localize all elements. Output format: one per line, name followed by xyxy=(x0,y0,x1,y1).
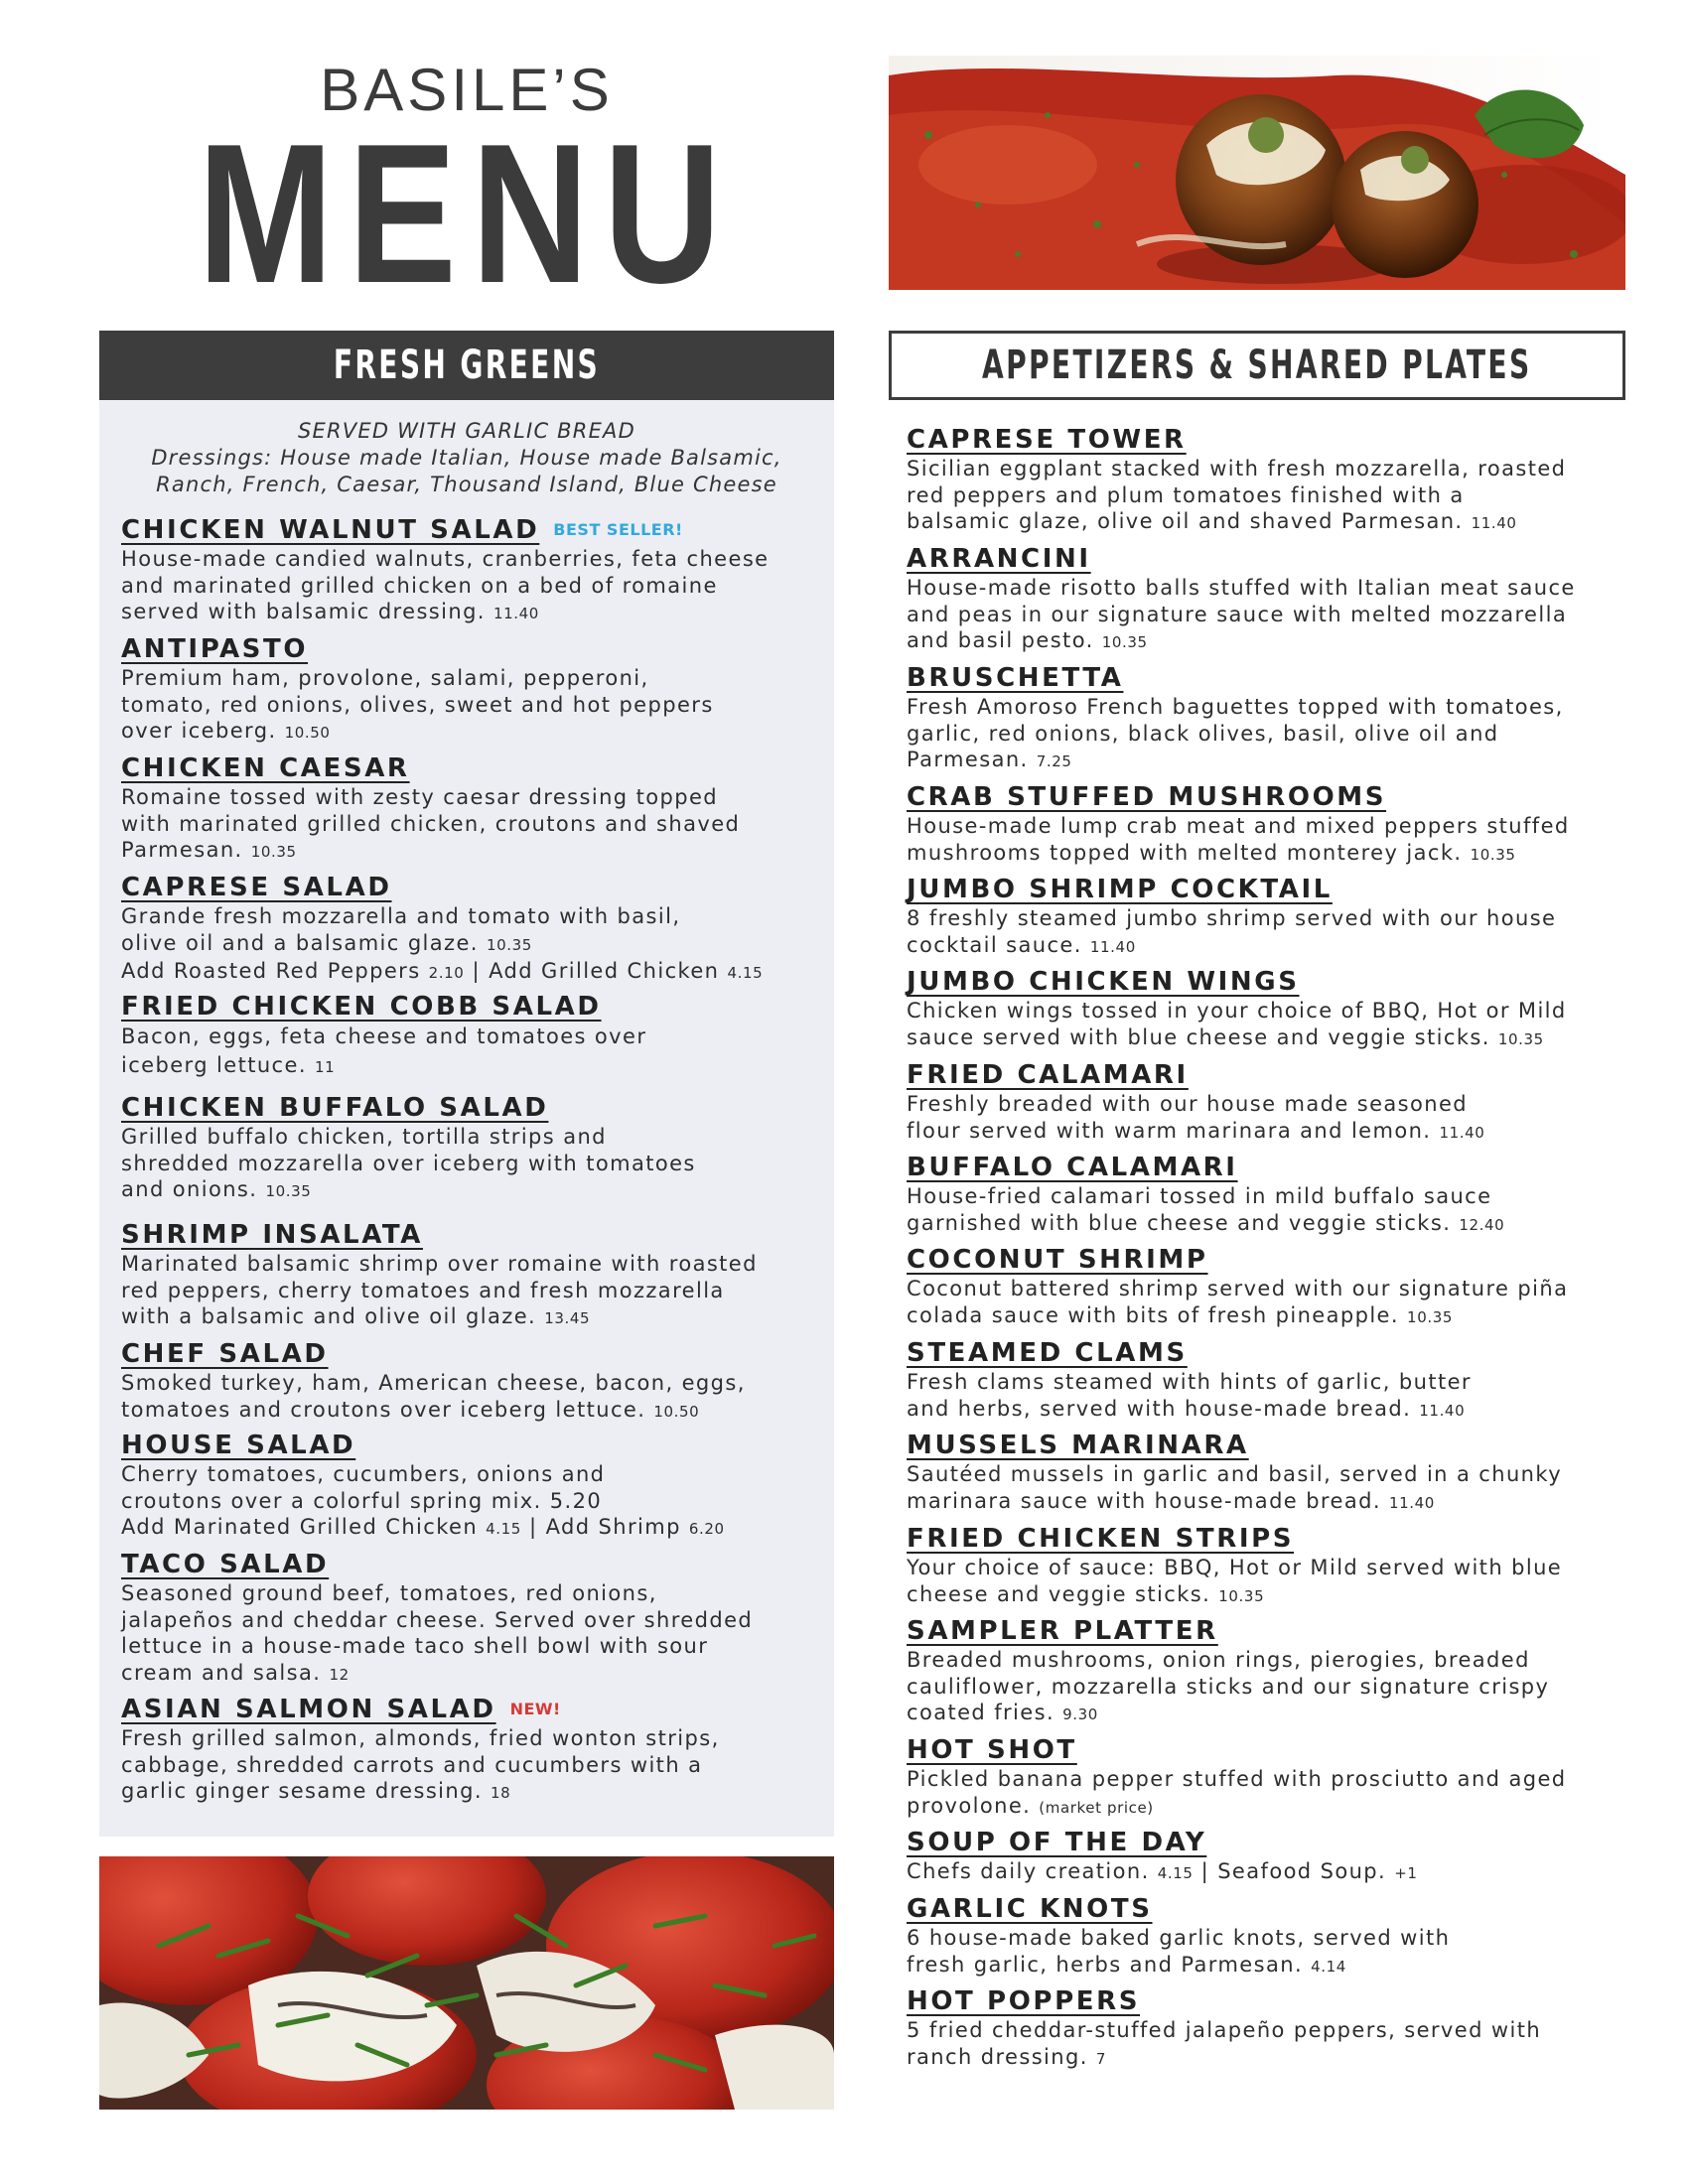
menu-item xyxy=(907,1523,1621,1609)
item-desc-line xyxy=(907,840,1621,869)
item-price: 7.25 xyxy=(1036,752,1072,770)
item-desc-line: red peppers and plum tomatoes finished with a xyxy=(907,482,1465,507)
item-desc-text: ranch dressing. xyxy=(907,2044,1088,2069)
menu-item xyxy=(907,543,1621,656)
item-desc-line: Your choice of sauce: BBQ, Hot or Mild served with blue xyxy=(907,1556,1563,1579)
item-title: FRIED CHICKEN STRIPS xyxy=(907,1524,1295,1554)
addon-label: Add Marinated Grilled Chicken xyxy=(121,1515,479,1539)
item-desc-text: coated fries. xyxy=(907,1701,1055,1724)
item-price: 10.35 xyxy=(486,935,532,954)
dressings-line-2: Ranch, French, Caesar, Thousand Island, Blue Cheese xyxy=(156,473,777,496)
item-desc-text: provolone. xyxy=(907,1793,1032,1818)
item-title: FRIED CHICKEN COBB SALAD xyxy=(121,992,602,1022)
menu-item xyxy=(121,1694,816,1807)
item-desc-line: Bacon, eggs, feta cheese and tomatoes over xyxy=(121,1024,647,1048)
menu-item xyxy=(907,1430,1621,1516)
item-price: 10.50 xyxy=(653,1402,700,1421)
item-desc-line: Fresh grilled salmon, almonds, fried wonton strips, xyxy=(121,1726,720,1750)
item-desc-text: marinara sauce with house-made bread. xyxy=(907,1488,1381,1513)
item-title: SAMPLER PLATTER xyxy=(907,1616,1218,1646)
fresh-greens-header xyxy=(99,331,834,400)
item-desc-line: 8 freshly steamed jumbo shrimp served with our house xyxy=(907,906,1557,930)
menu-item xyxy=(121,633,816,747)
item-price: 10.35 xyxy=(1470,845,1516,864)
item-desc-line: garlic, red onions, black olives, basil, olive oil and xyxy=(907,721,1499,746)
menu-item xyxy=(907,1337,1621,1424)
item-desc-line: jalapeños and cheddar cheese. Served over shredded xyxy=(121,1607,754,1632)
item-desc-text: served with balsamic dressing. xyxy=(121,600,486,623)
item-title: CHICKEN WALNUT SALAD xyxy=(121,515,540,545)
item-desc-text: olive oil and a balsamic glaze. xyxy=(121,930,479,955)
item-desc-line: Smoked turkey, ham, American cheese, bacon, eggs, xyxy=(121,1371,746,1395)
item-title: CAPRESE TOWER xyxy=(907,425,1187,455)
item-desc-text: and basil pesto. xyxy=(907,628,1094,652)
item-desc-line: croutons over a colorful spring mix. 5.20 xyxy=(121,1488,603,1513)
addon-label: Add Roasted Red Peppers xyxy=(121,959,421,983)
menu-item xyxy=(907,1244,1621,1330)
item-title: HOT SHOT xyxy=(907,1735,1077,1765)
item-desc-text: colada sauce with bits of fresh pineapple. xyxy=(907,1302,1399,1327)
arancini-photo xyxy=(889,56,1625,290)
item-price: 10.35 xyxy=(1497,1029,1544,1048)
item-desc-text: tomatoes and croutons over iceberg lettuce. xyxy=(121,1397,646,1422)
item-desc-line xyxy=(907,508,1621,537)
item-desc-line: Sicilian eggplant stacked with fresh mozzarella, roasted xyxy=(907,457,1567,480)
item-desc-text: Chefs daily creation. xyxy=(907,1859,1150,1883)
menu-item xyxy=(907,1152,1621,1238)
item-desc-text: fresh garlic, herbs and Parmesan. xyxy=(907,1952,1304,1977)
item-price: 11 xyxy=(314,1058,336,1076)
item-desc-line xyxy=(907,1024,1621,1053)
item-desc-line xyxy=(907,932,1621,961)
item-desc-line xyxy=(907,1396,1621,1425)
menu-item xyxy=(121,1430,816,1543)
item-desc-text: and onions. xyxy=(121,1177,258,1201)
item-desc-line: House-made risotto balls stuffed with Italian meat sauce xyxy=(907,576,1576,600)
menu-item xyxy=(121,514,816,627)
addon-label: Add Grilled Chicken xyxy=(489,959,720,983)
menu-item xyxy=(121,1549,816,1688)
item-desc-line: Chicken wings tossed in your choice of BBQ, Hot or Mild xyxy=(907,999,1567,1023)
best-seller-badge: BEST SELLER! xyxy=(553,520,683,539)
item-title: CHEF SALAD xyxy=(121,1339,329,1369)
item-desc-line: shredded mozzarella over iceberg with tomatoes xyxy=(121,1151,696,1175)
item-price: 10.35 xyxy=(250,843,297,861)
menu-item xyxy=(121,991,816,1082)
item-title: TACO SALAD xyxy=(121,1550,330,1579)
item-desc-text: sauce served with blue cheese and veggie sticks. xyxy=(907,1024,1490,1049)
item-addons xyxy=(121,958,816,987)
item-desc-line: lettuce in a house-made taco shell bowl with sour xyxy=(121,1634,709,1658)
item-desc-line xyxy=(121,718,816,747)
item-price: 10.50 xyxy=(284,724,331,742)
menu-item xyxy=(121,872,816,987)
served-line: SERVED WITH GARLIC BREAD xyxy=(298,419,635,443)
item-desc-line: red peppers, cherry tomatoes and fresh mozzarella xyxy=(121,1278,725,1302)
item-price: 10.35 xyxy=(1101,633,1148,651)
menu-item xyxy=(121,752,816,866)
brand-header xyxy=(99,56,834,325)
item-desc-line xyxy=(121,1660,816,1689)
menu-item xyxy=(907,1985,1621,2072)
item-price: 11.40 xyxy=(492,605,539,622)
item-price: 10.35 xyxy=(1218,1586,1265,1605)
item-desc-line: Marinated balsamic shrimp over romaine with roasted xyxy=(121,1252,758,1276)
item-desc-line xyxy=(907,1210,1621,1239)
item-desc-text: cream and salsa. xyxy=(121,1660,322,1685)
item-desc-line: Coconut battered shrimp served with our signature piña xyxy=(907,1277,1569,1300)
item-title: BRUSCHETTA xyxy=(907,663,1124,693)
item-title: JUMBO SHRIMP COCKTAIL xyxy=(907,875,1333,904)
menu-item xyxy=(907,1893,1621,1979)
item-title: ANTIPASTO xyxy=(121,634,309,664)
item-desc-line xyxy=(121,599,816,627)
item-title: HOUSE SALAD xyxy=(121,1431,356,1460)
addon-label: Add Shrimp xyxy=(545,1515,681,1539)
item-desc-line: 5 fried cheddar-stuffed jalapeño peppers, served with xyxy=(907,2018,1542,2042)
item-desc-line xyxy=(907,1118,1621,1147)
addon-price: 4.15 xyxy=(486,1520,521,1538)
item-price: 11.40 xyxy=(1471,514,1517,532)
item-title: SOUP OF THE DAY xyxy=(907,1828,1207,1857)
item-extra-price: +1 xyxy=(1394,1864,1418,1882)
item-title: SHRIMP INSALATA xyxy=(121,1220,423,1250)
item-desc-line xyxy=(907,1581,1621,1610)
item-title: ASIAN SALMON SALAD xyxy=(121,1695,496,1724)
item-desc-line: with marinated grilled chicken, croutons and shaved xyxy=(121,811,741,836)
item-price: 13.45 xyxy=(544,1309,591,1327)
item-desc-text: cocktail sauce. xyxy=(907,932,1082,957)
item-extra: | Seafood Soup. xyxy=(1193,1859,1387,1883)
restaurant-name: BASILE’S xyxy=(320,57,614,123)
item-desc-line xyxy=(907,1700,1621,1728)
item-addons xyxy=(121,1514,816,1543)
item-desc-line xyxy=(121,1303,816,1332)
item-desc-line xyxy=(907,747,1621,775)
item-desc-text: garlic ginger sesame dressing. xyxy=(121,1779,492,1803)
item-desc-line: Sautéed mussels in garlic and basil, served in a chunky xyxy=(907,1462,1563,1486)
item-desc-line: Romaine tossed with zesty caesar dressing topped xyxy=(121,785,718,809)
menu-item xyxy=(907,874,1621,960)
item-title: FRIED CALAMARI xyxy=(907,1060,1189,1090)
menu-item xyxy=(907,781,1621,868)
item-desc-text: cheese and veggie sticks. xyxy=(907,1581,1211,1606)
item-desc-line: Premium ham, provolone, salami, pepperoni, xyxy=(121,666,649,690)
item-desc-line: House-made lump crab meat and mixed peppers stuffed xyxy=(907,814,1570,838)
item-price: 11.40 xyxy=(1089,937,1136,956)
item-desc-line: cabbage, shredded carrots and cucumbers with a xyxy=(121,1752,703,1777)
item-desc-line: cauliflower, mozzarella sticks and our signature crispy xyxy=(907,1674,1550,1699)
item-desc-line xyxy=(907,1793,1621,1822)
dressings-line-1: Dressings: House made Italian, House made Balsamic, xyxy=(151,446,782,470)
item-desc-text: mushrooms topped with melted monterey jack. xyxy=(907,840,1463,865)
menu-item xyxy=(907,662,1621,775)
item-desc-line: Grilled buffalo chicken, tortilla strips and xyxy=(121,1125,607,1149)
menu-item xyxy=(907,1059,1621,1146)
menu-item xyxy=(907,966,1621,1052)
item-desc-line xyxy=(907,2044,1621,2073)
item-desc-line: Breaded mushrooms, onion rings, pierogies, breaded xyxy=(907,1648,1530,1672)
item-desc-line xyxy=(907,1302,1621,1331)
item-price: 11.40 xyxy=(1419,1401,1466,1420)
item-desc-line: and peas in our signature sauce with melted mozzarella xyxy=(907,602,1568,626)
item-desc-text: Parmesan. xyxy=(907,748,1029,771)
item-desc-line xyxy=(121,1778,816,1807)
item-price: 12.40 xyxy=(1459,1215,1505,1234)
item-desc-line: House-made candied walnuts, cranberries, feta cheese xyxy=(121,547,770,571)
item-desc-text: over iceberg. xyxy=(121,719,277,743)
fresh-greens-title: FRESH GREENS xyxy=(333,342,601,388)
item-desc-line xyxy=(121,837,816,866)
item-desc-line: Seasoned ground beef, tomatoes, red onions, xyxy=(121,1581,657,1605)
appetizers-title: APPETIZERS & SHARED PLATES xyxy=(982,342,1532,388)
item-price: (market price) xyxy=(1039,1798,1154,1817)
new-badge: NEW! xyxy=(509,1700,561,1718)
item-desc-line xyxy=(907,1858,1621,1887)
item-desc-line xyxy=(121,1397,816,1426)
appetizers-header xyxy=(889,331,1625,400)
item-desc-line xyxy=(907,1952,1621,1980)
item-desc-line xyxy=(121,1176,816,1205)
addon-price: 2.10 xyxy=(428,964,465,982)
addon-separator: | xyxy=(464,959,490,983)
menu-item xyxy=(907,424,1621,537)
item-title: GARLIC KNOTS xyxy=(907,1894,1153,1924)
addon-price: 6.20 xyxy=(688,1520,725,1538)
item-title: BUFFALO CALAMARI xyxy=(907,1153,1238,1182)
item-desc-text: Parmesan. xyxy=(121,838,243,862)
item-desc-line: and marinated grilled chicken on a bed of romaine xyxy=(121,573,718,598)
item-desc-line: 6 house-made baked garlic knots, served with xyxy=(907,1926,1451,1950)
item-desc-line: House-fried calamari tossed in mild buffalo sauce xyxy=(907,1184,1492,1208)
menu-item xyxy=(907,1615,1621,1728)
item-price: 11.40 xyxy=(1439,1123,1485,1142)
item-desc-line: Pickled banana pepper stuffed with prosciutto and aged xyxy=(907,1767,1567,1791)
item-price: 4.15 xyxy=(1157,1864,1194,1882)
item-desc-text: iceberg lettuce. xyxy=(121,1053,315,1077)
item-title: HOT POPPERS xyxy=(907,1986,1141,2016)
menu-item xyxy=(121,1092,816,1205)
item-desc-line xyxy=(907,627,1621,656)
item-title: JUMBO CHICKEN WINGS xyxy=(907,967,1300,997)
menu-item xyxy=(121,1338,816,1425)
menu-item xyxy=(907,1827,1621,1887)
item-title: MUSSELS MARINARA xyxy=(907,1431,1249,1460)
item-price: 12 xyxy=(329,1665,350,1684)
item-desc-text: flour served with warm marinara and lemon. xyxy=(907,1118,1432,1143)
item-desc-line: Fresh Amoroso French baguettes topped with tomatoes, xyxy=(907,695,1564,719)
item-desc-text: balsamic glaze, olive oil and shaved Parmesan. xyxy=(907,509,1464,533)
item-title: COCONUT SHRIMP xyxy=(907,1245,1208,1275)
item-price: 7 xyxy=(1095,2049,1107,2068)
served-with-note xyxy=(99,418,834,498)
item-desc-line xyxy=(907,1488,1621,1517)
item-title: CHICKEN CAESAR xyxy=(121,753,410,783)
caprese-photo xyxy=(99,1856,834,2110)
addon-separator: | xyxy=(520,1515,546,1539)
item-price: 11.40 xyxy=(1388,1493,1435,1512)
item-desc-line: tomato, red onions, olives, sweet and hot peppers xyxy=(121,692,714,717)
item-desc-line xyxy=(121,930,816,959)
item-price: 9.30 xyxy=(1062,1706,1098,1723)
item-price: 18 xyxy=(491,1784,511,1802)
item-price: 10.35 xyxy=(265,1182,312,1200)
item-desc-line: Grande fresh mozzarella and tomato with basil, xyxy=(121,904,681,928)
item-desc-line: Freshly breaded with our house made seasoned xyxy=(907,1092,1469,1116)
item-desc-line: Fresh clams steamed with hints of garlic, butter xyxy=(907,1370,1472,1394)
item-title: CRAB STUFFED MUSHROOMS xyxy=(907,782,1387,812)
menu-title: MENU xyxy=(198,103,736,325)
item-price: 10.35 xyxy=(1407,1307,1453,1326)
item-desc-text: with a balsamic and olive oil glaze. xyxy=(121,1304,537,1328)
item-title: CHICKEN BUFFALO SALAD xyxy=(121,1093,549,1123)
item-desc-text: garnished with blue cheese and veggie sticks. xyxy=(907,1210,1452,1235)
item-title: STEAMED CLAMS xyxy=(907,1338,1188,1368)
item-price: 4.14 xyxy=(1311,1957,1346,1976)
addon-price: 4.15 xyxy=(727,964,764,982)
menu-item xyxy=(121,1219,816,1332)
item-desc-text: and herbs, served with house-made bread. xyxy=(907,1396,1412,1421)
menu-item xyxy=(907,1734,1621,1821)
item-desc-line xyxy=(121,1051,816,1082)
item-title: CAPRESE SALAD xyxy=(121,873,392,902)
item-desc-line: Cherry tomatoes, cucumbers, onions and xyxy=(121,1462,606,1486)
item-title: ARRANCINI xyxy=(907,544,1091,574)
